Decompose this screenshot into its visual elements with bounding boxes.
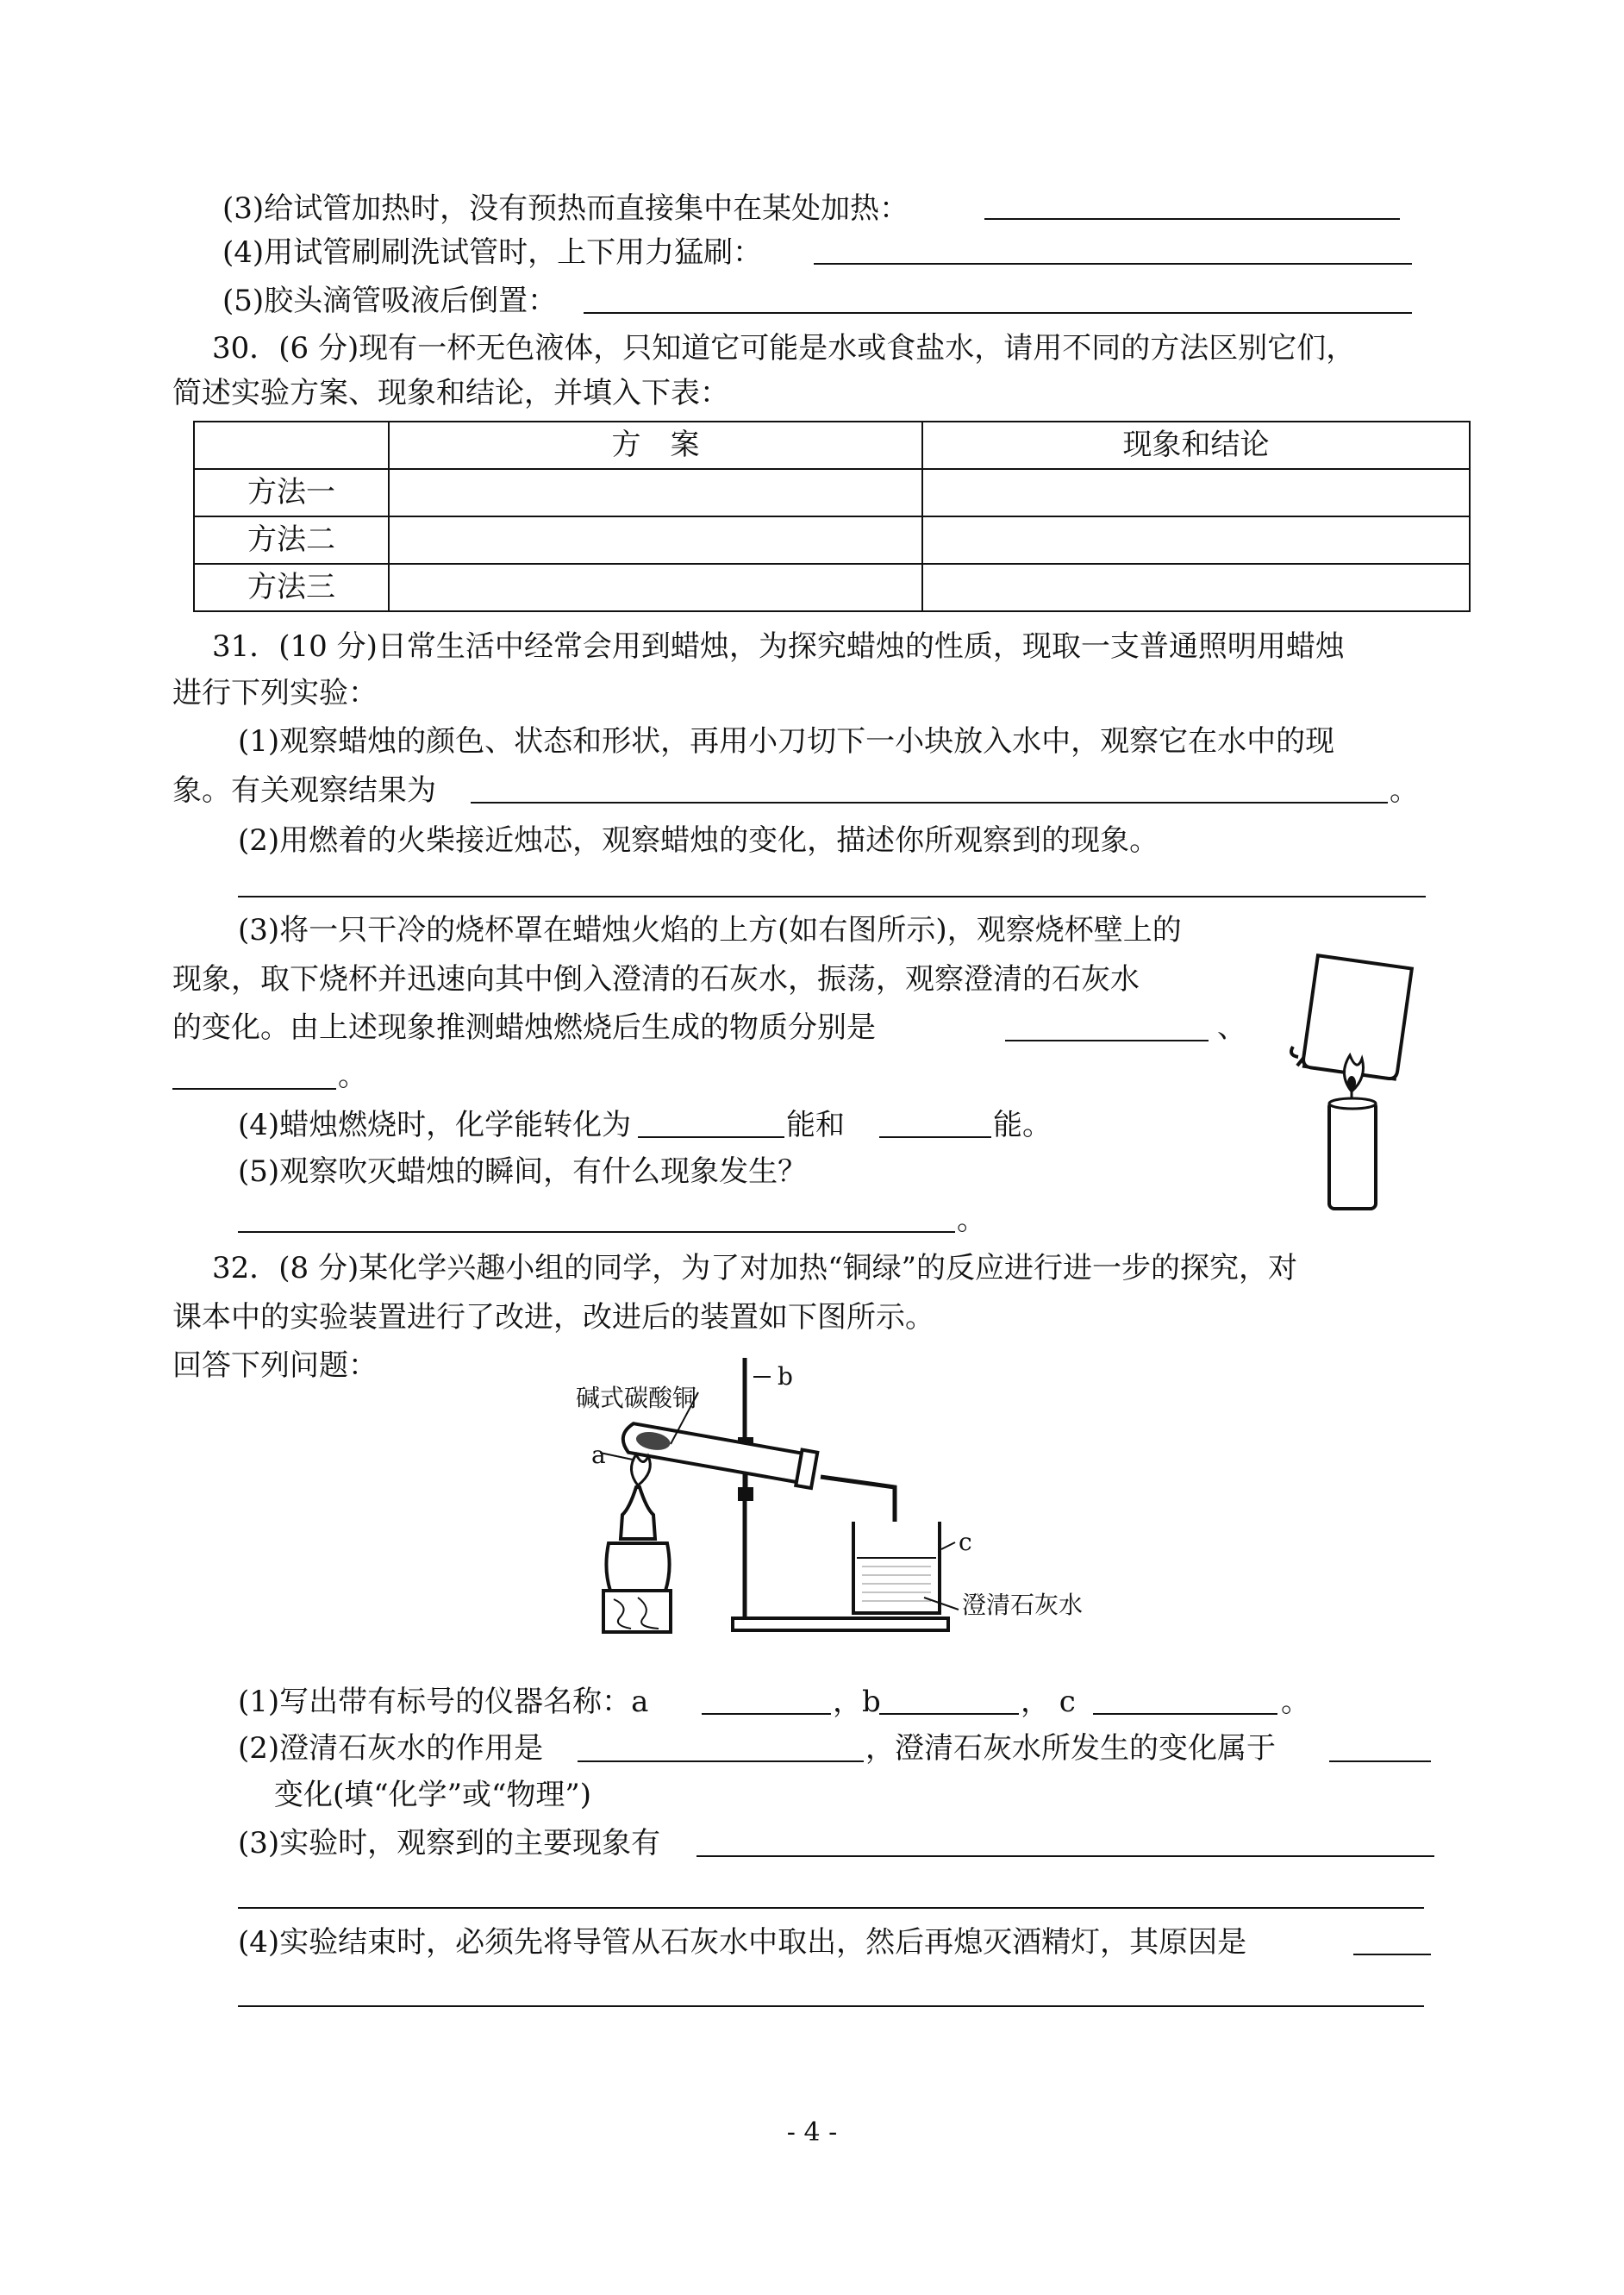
answer-blank[interactable] bbox=[879, 1136, 991, 1138]
table-header-row bbox=[194, 422, 1470, 469]
label-a: a bbox=[591, 1441, 606, 1469]
answer-blank[interactable] bbox=[578, 1760, 864, 1762]
label-c: c bbox=[959, 1528, 972, 1556]
answer-blank[interactable] bbox=[471, 802, 1388, 804]
answer-blank[interactable] bbox=[238, 896, 1426, 897]
q31-period-3: 。 bbox=[957, 1203, 986, 1237]
q32-item1b: ，b bbox=[833, 1685, 881, 1719]
candle-beaker-figure bbox=[1276, 945, 1440, 1221]
answer-cell[interactable] bbox=[389, 469, 922, 516]
answer-cell[interactable] bbox=[389, 516, 922, 564]
table-header-cell: 现象和结论 bbox=[922, 422, 1470, 469]
table-row bbox=[194, 469, 1470, 516]
q31-item1b: 象。有关观察结果为 bbox=[172, 773, 436, 808]
q31-period-2: 。 bbox=[338, 1059, 367, 1093]
label-limewater: 澄清石灰水 bbox=[962, 1591, 1084, 1619]
q31-item3b: 现象，取下烧杯并迅速向其中倒入澄清的石灰水，振荡，观察澄清的石灰水 bbox=[172, 962, 1140, 997]
table-header-cell bbox=[194, 422, 389, 469]
q31-comma: 、 bbox=[1217, 1010, 1246, 1045]
answer-blank[interactable] bbox=[1329, 1760, 1431, 1762]
q31-item3a: (3)将一只干冷的烧杯罩在蜡烛火焰的上方(如右图所示)，观察烧杯壁上的 bbox=[238, 913, 1182, 947]
q31-item2: (2)用燃着的火柴接近烛芯，观察蜡烛的变化，描述你所观察到的现象。 bbox=[238, 823, 1159, 858]
answer-cell[interactable] bbox=[922, 564, 1470, 611]
q31-item5: (5)观察吹灭蜡烛的瞬间，有什么现象发生？ bbox=[238, 1154, 808, 1189]
q29-item3: (3)给试管加热时，没有预热而直接集中在某处加热： bbox=[222, 191, 909, 226]
table-row bbox=[194, 564, 1470, 611]
q32-stem-line3: 回答下列问题： bbox=[172, 1348, 378, 1383]
page-number: - 4 - bbox=[786, 2117, 838, 2148]
row-label: 方法二 bbox=[194, 516, 389, 564]
row-label: 方法三 bbox=[194, 564, 389, 611]
answer-blank[interactable] bbox=[702, 1713, 831, 1715]
answer-cell[interactable] bbox=[922, 469, 1470, 516]
answer-blank[interactable] bbox=[238, 1231, 955, 1233]
answer-blank[interactable] bbox=[1353, 1954, 1431, 1955]
q29-item5: (5)胶头滴管吸液后倒置： bbox=[222, 284, 558, 318]
answer-blank[interactable] bbox=[1093, 1713, 1277, 1715]
label-basic-copper-carbonate: 碱式碳酸铜 bbox=[576, 1384, 697, 1412]
q32-item1a: (1)写出带有标号的仪器名称：a bbox=[238, 1685, 649, 1719]
q32-period: 。 bbox=[1281, 1685, 1310, 1719]
answer-blank[interactable] bbox=[584, 312, 1412, 314]
row-label: 方法一 bbox=[194, 469, 389, 516]
q31-stem-line2: 进行下列实验： bbox=[172, 676, 378, 710]
answer-cell[interactable] bbox=[389, 564, 922, 611]
answer-blank[interactable] bbox=[172, 1088, 336, 1090]
q31-item4b: 能和 bbox=[786, 1108, 845, 1142]
q31-item4c: 能。 bbox=[993, 1108, 1052, 1142]
answer-blank[interactable] bbox=[238, 2005, 1424, 2007]
answer-blank[interactable] bbox=[238, 1907, 1424, 1909]
answer-blank[interactable] bbox=[638, 1136, 784, 1138]
q31-stem-line1: 31．(10 分)日常生活中经常会用到蜡烛，为探究蜡烛的性质，现取一支普通照明用蜡烛 bbox=[212, 629, 1345, 664]
q32-stem-line1: 32．(8 分)某化学兴趣小组的同学，为了对加热“铜绿”的反应进行进一步的探究，对 bbox=[212, 1251, 1297, 1285]
label-b: b bbox=[778, 1362, 793, 1391]
answer-cell[interactable] bbox=[922, 516, 1470, 564]
q31-item1a: (1)观察蜡烛的颜色、状态和形状，再用小刀切下一小块放入水中，观察它在水中的现 bbox=[238, 724, 1335, 759]
q31-item4a: (4)蜡烛燃烧时，化学能转化为 bbox=[238, 1108, 632, 1142]
q32-item2b: ，澄清石灰水所发生的变化属于 bbox=[865, 1731, 1276, 1766]
q30-stem-line1: 30．(6 分)现有一杯无色液体，只知道它可能是水或食盐水，请用不同的方法区别它们， bbox=[212, 331, 1356, 366]
answer-blank[interactable] bbox=[879, 1713, 1019, 1715]
q32-item1c: ， c bbox=[1021, 1685, 1076, 1719]
q29-item4: (4)用试管刷刷洗试管时，上下用力猛刷： bbox=[222, 235, 763, 270]
answer-blank[interactable] bbox=[696, 1855, 1434, 1857]
answer-blank[interactable] bbox=[1005, 1040, 1209, 1041]
q32-item3: (3)实验时，观察到的主要现象有 bbox=[238, 1826, 661, 1860]
q32-item2a: (2)澄清石灰水的作用是 bbox=[238, 1731, 544, 1766]
table-row bbox=[194, 516, 1470, 564]
table-header-cell: 方 案 bbox=[389, 422, 922, 469]
answer-blank[interactable] bbox=[984, 218, 1400, 220]
q32-stem-line2: 课本中的实验装置进行了改进，改进后的装置如下图所示。 bbox=[172, 1300, 934, 1335]
q31-item3c: 的变化。由上述现象推测蜡烛燃烧后生成的物质分别是 bbox=[172, 1010, 876, 1045]
answer-table bbox=[193, 421, 1471, 612]
q30-stem-line2: 简述实验方案、现象和结论，并填入下表： bbox=[172, 376, 729, 410]
q32-item4: (4)实验结束时，必须先将导管从石灰水中取出，然后再熄灭酒精灯，其原因是 bbox=[238, 1925, 1247, 1960]
q32-item2c: 变化(填“化学”或“物理”) bbox=[274, 1778, 592, 1812]
q31-period: 。 bbox=[1390, 773, 1419, 808]
answer-blank[interactable] bbox=[814, 263, 1412, 265]
